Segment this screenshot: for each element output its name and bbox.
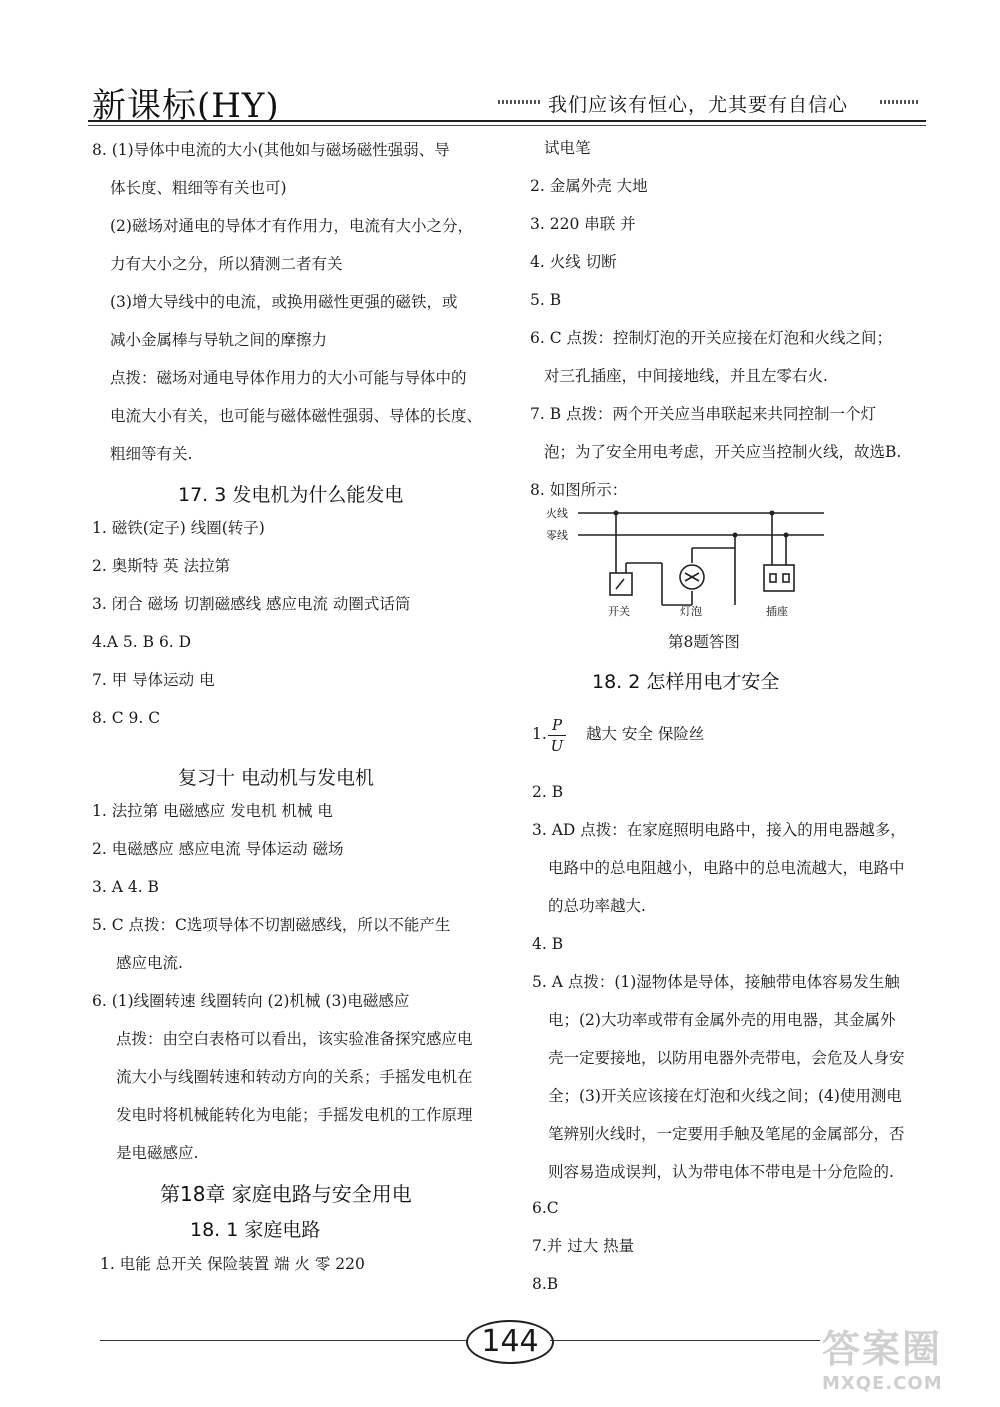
book-title: 新课标(HY) [92, 86, 280, 126]
header-rule [88, 120, 926, 122]
answer-line: 体长度、粗细等有关也可) [110, 179, 287, 197]
answer-line: 3. AD 点拨：在家庭照明电路中，接入的用电器越多， [532, 821, 906, 839]
answer-line: 粗细等有关. [110, 445, 193, 463]
switch-label: 开关 [608, 605, 630, 618]
answer-line: (2)磁场对通电的导体才有作用力，电流有大小之分， [110, 217, 473, 235]
answer-line: 8. C 9. C [92, 709, 161, 727]
section-heading-18-1: 18. 1 家庭电路 [190, 1219, 321, 1241]
fraction-bar [548, 735, 566, 736]
fraction-denominator: U [550, 737, 564, 755]
answer-line: 电路中的总电阻越小，电路中的总电流越大，电路中 [548, 859, 905, 877]
answer-line: 7. B 点拨：两个开关应当串联起来共同控制一个灯 [530, 405, 877, 423]
answer-line: 电流大小有关，也可能与磁体磁性强弱、导体的长度、 [110, 407, 483, 425]
lamp-label: 灯泡 [680, 605, 702, 618]
neutral-wire-label: 零线 [546, 529, 568, 542]
answer-line: 越大 安全 保险丝 [586, 725, 705, 743]
answer-line: 7. 甲 导体运动 电 [92, 671, 215, 689]
watermark-url: MXQE.COM [822, 1373, 943, 1394]
answer-line: 5. A 点拨：(1)湿物体是导体，接触带电体容易发生触 [532, 973, 900, 991]
answer-line: 泡；为了安全用电考虑，开关应当控制火线，故选B. [544, 443, 902, 461]
answer-line: 6.C [532, 1199, 559, 1217]
answer-line: 是电磁感应. [116, 1144, 199, 1162]
section-heading-17-3: 17. 3 发电机为什么能发电 [178, 484, 404, 506]
header-rule-thin [88, 125, 926, 126]
answer-line: 2. 金属外壳 大地 [530, 177, 648, 195]
answer-line: 8.B [532, 1275, 559, 1293]
header-dots-left [498, 100, 540, 104]
header-dots-right [880, 100, 918, 104]
answer-line: 3. 闭合 磁场 切割磁感线 感应电流 动圈式话筒 [92, 595, 411, 613]
answer-line: 发电时将机械能转化为电能；手摇发电机的工作原理 [116, 1106, 473, 1124]
header-motto: 我们应该有恒心，尤其要有自信心 [548, 94, 849, 116]
answer-line: 减小金属棒与导轨之间的摩擦力 [110, 331, 328, 349]
watermark [822, 1318, 982, 1400]
answer-line: 笔辨别火线时，一定要用手触及笔尾的金属部分，否 [548, 1125, 905, 1143]
answer-line: 则容易造成误判，认为带电体不带电是十分危险的. [548, 1163, 894, 1181]
answer-line: 电；(2)大功率或带有金属外壳的用电器，其金属外 [548, 1011, 896, 1029]
answer-line-prefix: 1. [532, 725, 547, 743]
answer-line: 对三孔插座，中间接地线，并且左零右火. [544, 367, 828, 385]
answer-line: 2. 奥斯特 英 法拉第 [92, 557, 231, 575]
answer-line: 感应电流. [116, 954, 183, 972]
fraction-numerator: P [551, 716, 563, 734]
answer-line: 全；(3)开关应该接在灯泡和火线之间；(4)使用测电 [548, 1087, 902, 1105]
answer-line: 1. 电能 总开关 保险装置 端 火 零 220 [100, 1255, 365, 1273]
answer-line: (3)增大导线中的电流，或换用磁性更强的磁铁，或 [110, 293, 458, 311]
page-number: 144 [466, 1320, 554, 1364]
answer-line: 4. 火线 切断 [530, 253, 617, 271]
answer-line: 3. 220 串联 并 [530, 215, 636, 233]
fraction-p-over-u [548, 716, 566, 755]
section-heading-18-2: 18. 2 怎样用电才安全 [592, 671, 780, 693]
answer-line: 5. B [530, 291, 562, 309]
answer-line: 6. (1)线圈转速 线圈转向 (2)机械 (3)电磁感应 [92, 992, 410, 1010]
answer-line: 流大小与线圈转速和转动方向的关系；手摇发电机在 [116, 1068, 473, 1086]
answer-line: 的总功率越大. [548, 897, 646, 915]
answer-line: 5. C 点拨：C选项导体不切割磁感线，所以不能产生 [92, 916, 451, 934]
footer-line-left [100, 1340, 466, 1341]
answer-line: 1. 磁铁(定子) 线圈(转子) [92, 519, 265, 537]
watermark-logo: 答案圈 [822, 1327, 943, 1371]
socket-label: 插座 [766, 605, 788, 618]
answer-line: 点拨：磁场对通电导体作用力的大小可能与导体中的 [110, 369, 467, 387]
footer-line-right [550, 1340, 820, 1341]
answer-line: 2. 电磁感应 感应电流 导体运动 磁场 [92, 840, 344, 858]
answer-line: 4. B [532, 935, 564, 953]
answer-line: 6. C 点拨：控制灯泡的开关应接在灯泡和火线之间； [530, 329, 893, 347]
answer-line: 力有大小之分，所以猜测二者有关 [110, 255, 343, 273]
section-heading-review-10: 复习十 电动机与发电机 [178, 767, 375, 789]
figure-caption: 第8题答图 [668, 633, 740, 651]
answer-line: 3. A 4. B [92, 878, 159, 896]
chapter-heading-18: 第18章 家庭电路与安全用电 [160, 1182, 412, 1206]
answer-line: 1. 法拉第 电磁感应 发电机 机械 电 [92, 802, 333, 820]
answer-line: 7.并 过大 热量 [532, 1237, 635, 1255]
answer-line: 8. 如图所示： [530, 481, 628, 499]
answer-line: 点拨：由空白表格可以看出，该实验准备探究感应电 [116, 1030, 473, 1048]
answer-line: 2. B [532, 783, 564, 801]
answer-line: 试电笔 [544, 139, 591, 157]
live-wire-label: 火线 [546, 507, 568, 520]
answer-line: 4.A 5. B 6. D [92, 633, 192, 651]
answer-line: 8. (1)导体中电流的大小(其他如与磁场磁性强弱、导 [92, 141, 450, 159]
answer-line: 壳一定要接地，以防用电器外壳带电，会危及人身安 [548, 1049, 905, 1067]
